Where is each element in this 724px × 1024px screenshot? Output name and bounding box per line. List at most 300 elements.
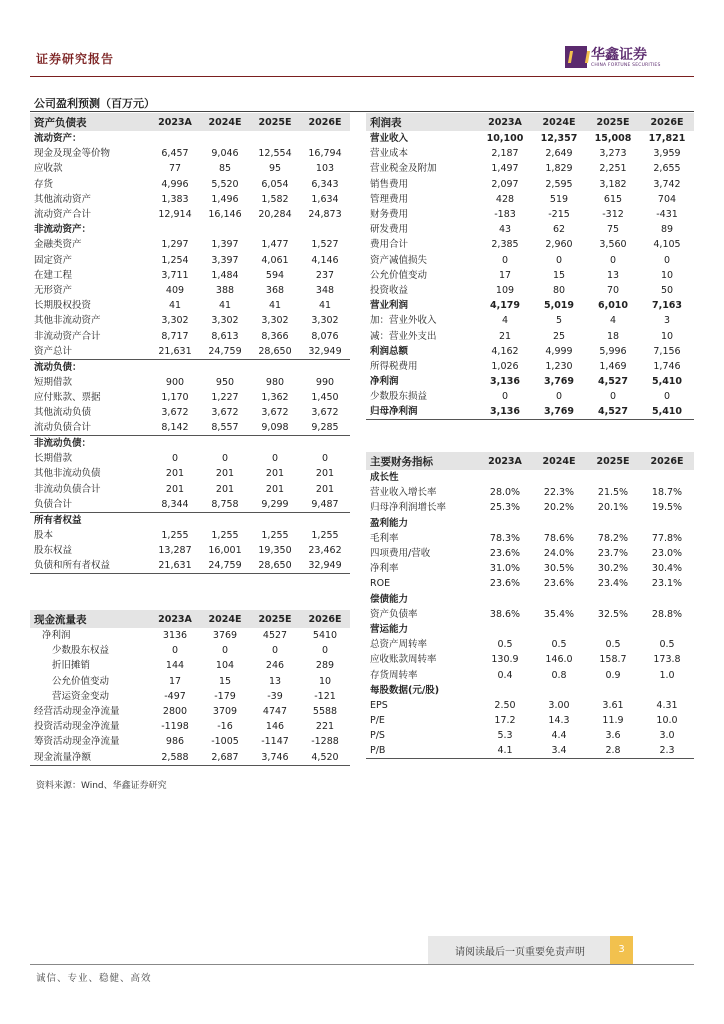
value-cell: 41 [168, 300, 182, 312]
value-cell: 50 [660, 284, 674, 296]
row-label: 流动资产合计 [34, 209, 92, 221]
value-cell: 5,019 [543, 300, 575, 312]
table-title: 利润表 [366, 113, 478, 131]
row-label: 金融类资产 [34, 239, 82, 251]
value-cell: 201 [265, 468, 285, 480]
value-cell [300, 359, 350, 375]
table-row [366, 328, 694, 343]
value-cell: 1,026 [491, 360, 519, 372]
value-cell: 7,163 [651, 300, 683, 312]
value-cell: 4.4 [551, 730, 567, 742]
value-cell: 201 [215, 468, 235, 480]
value-cell [300, 436, 350, 452]
value-cell: 7,156 [653, 345, 681, 357]
table-row [30, 689, 350, 704]
table-row [366, 404, 694, 420]
section-row [30, 512, 350, 528]
value-cell [532, 470, 586, 485]
year-header: 2024E [532, 452, 586, 470]
row-label: 资产负债率 [370, 608, 418, 620]
value-cell: 1,450 [311, 391, 339, 403]
value-cell: 103 [315, 163, 335, 175]
row-label: P/S [370, 730, 385, 742]
row-label: 减：营业外支出 [370, 330, 437, 342]
value-cell: 23.6% [543, 578, 575, 590]
value-cell: 0.5 [497, 639, 513, 651]
table-header-row [30, 610, 350, 628]
row-label: 研发费用 [370, 224, 409, 236]
table-row [30, 177, 350, 192]
value-cell [640, 622, 694, 637]
value-cell: 5 [555, 315, 563, 327]
row-label: 净利润 [42, 630, 71, 642]
table-row [30, 658, 350, 673]
row-label: 净利润 [370, 376, 399, 388]
row-label: 存货周转率 [370, 669, 418, 681]
section-title: 公司盈利预测（百万元） [34, 97, 155, 110]
year-header: 2025E [586, 452, 640, 470]
value-cell: 3 [663, 315, 671, 327]
value-cell: 1,227 [211, 391, 239, 403]
value-cell [478, 470, 532, 485]
value-cell [250, 359, 300, 375]
year-header: 2023A [150, 113, 200, 131]
table-row [366, 344, 694, 359]
value-cell: 16,794 [308, 148, 342, 160]
section-row [366, 683, 694, 698]
value-cell: -312 [602, 209, 624, 221]
year-header: 2026E [640, 113, 694, 131]
row-label: 非流动负债： [34, 438, 92, 450]
value-cell: 8,076 [311, 330, 339, 342]
value-cell: 1,484 [211, 269, 239, 281]
table-row [366, 728, 694, 743]
value-cell: 109 [495, 284, 515, 296]
value-cell: 3,302 [161, 315, 189, 327]
row-label: 归母净利润增长率 [370, 502, 447, 514]
value-cell: 1,170 [161, 391, 189, 403]
value-cell: 0.5 [551, 639, 567, 651]
year-header: 2023A [478, 452, 532, 470]
value-cell: -39 [267, 690, 283, 702]
value-cell: 8,717 [161, 330, 189, 342]
table-row [30, 750, 350, 766]
value-cell: 0.9 [605, 669, 621, 681]
table-row [366, 561, 694, 576]
value-cell: 10 [318, 675, 332, 687]
value-cell: 1,496 [211, 193, 239, 205]
value-cell [250, 131, 300, 146]
value-cell: 21,631 [150, 558, 200, 574]
row-label: 少数股东损益 [370, 391, 428, 403]
logo-mark-icon [565, 46, 587, 68]
table-row [30, 719, 350, 734]
value-cell: 0 [171, 453, 179, 465]
table-row [30, 344, 350, 360]
table-row [30, 628, 350, 643]
row-label: 盈利能力 [370, 517, 409, 529]
row-label: 成长性 [370, 472, 399, 484]
value-cell: 24,759 [200, 558, 250, 574]
value-cell: 146 [265, 721, 285, 733]
value-cell: 0 [501, 254, 509, 266]
value-cell: 1.0 [659, 669, 675, 681]
value-cell: 19.5% [651, 502, 683, 514]
value-cell: 4.1 [478, 743, 532, 759]
table-row [30, 253, 350, 268]
value-cell: 0 [609, 254, 617, 266]
row-label: 公允价值变动 [370, 269, 428, 281]
table-row [366, 192, 694, 207]
row-label: 应收账款周转率 [370, 654, 437, 666]
value-cell [586, 622, 640, 637]
row-label: 现金及现金等价物 [34, 148, 111, 160]
table-row [366, 313, 694, 328]
table-row [30, 146, 350, 161]
value-cell: 246 [265, 660, 285, 672]
table-row [366, 253, 694, 268]
value-cell: 201 [265, 483, 285, 495]
year-header: 2024E [200, 610, 250, 628]
value-cell: 15,008 [594, 133, 632, 145]
value-cell: 0 [501, 391, 509, 403]
value-cell: 77.8% [651, 532, 683, 544]
value-cell: 0.5 [605, 639, 621, 651]
value-cell: 28.8% [651, 608, 683, 620]
value-cell [640, 592, 694, 607]
value-cell: 104 [215, 660, 235, 672]
value-cell: -1198 [161, 721, 189, 733]
value-cell: 41 [318, 300, 332, 312]
row-label: 存货 [34, 178, 54, 190]
value-cell: 9,285 [300, 420, 350, 436]
value-cell: 4747 [262, 706, 288, 718]
row-label: 非流动资产合计 [34, 330, 101, 342]
row-label: 偿债能力 [370, 593, 409, 605]
table-row [30, 313, 350, 328]
value-cell: 0 [321, 453, 329, 465]
row-label: 销售费用 [370, 178, 409, 190]
table-title: 主要财务指标 [366, 452, 478, 470]
value-cell: 10 [660, 330, 674, 342]
value-cell: 30.2% [597, 563, 629, 575]
table-row [366, 207, 694, 222]
value-cell: 21 [498, 330, 512, 342]
value-cell: 24,873 [308, 209, 342, 221]
table-row [30, 420, 350, 436]
value-cell: 3709 [212, 706, 238, 718]
value-cell: 1,634 [311, 193, 339, 205]
value-cell: 4,146 [311, 254, 339, 266]
value-cell: 23.6% [489, 548, 521, 560]
table-row [30, 643, 350, 658]
table-row [30, 543, 350, 558]
row-label: 少数股东权益 [52, 645, 110, 657]
table-row [30, 497, 350, 513]
row-label: 营业利润 [370, 300, 409, 312]
row-label: 流动负债合计 [30, 420, 150, 436]
row-label: 经营活动现金净流量 [34, 706, 120, 718]
value-cell: 3,742 [653, 178, 681, 190]
table-row [30, 674, 350, 689]
value-cell [150, 512, 200, 528]
income-statement-table [366, 113, 694, 420]
row-label: 其他流动资产 [34, 193, 92, 205]
value-cell: 4,105 [653, 239, 681, 251]
value-cell [586, 683, 640, 698]
value-cell: 519 [549, 193, 569, 205]
value-cell: 3,273 [599, 148, 627, 160]
value-cell: 35.4% [543, 608, 575, 620]
value-cell: 0 [221, 645, 229, 657]
value-cell [300, 131, 350, 146]
value-cell: 3136 [162, 630, 188, 642]
value-cell: 11.9 [602, 715, 624, 727]
row-label: 管理费用 [370, 193, 409, 205]
value-cell: 12,357 [540, 133, 578, 145]
value-cell [150, 222, 200, 237]
value-cell: 28,650 [250, 344, 300, 360]
value-cell: 41 [218, 300, 232, 312]
value-cell: 15 [552, 269, 566, 281]
value-cell: 348 [315, 284, 335, 296]
table-row [30, 558, 350, 574]
value-cell [478, 592, 532, 607]
value-cell [640, 470, 694, 485]
value-cell [200, 512, 250, 528]
value-cell: 986 [165, 736, 185, 748]
value-cell: 3.6 [605, 730, 621, 742]
value-cell [586, 470, 640, 485]
value-cell [150, 131, 200, 146]
table-row [366, 237, 694, 252]
value-cell: 20,284 [258, 209, 292, 221]
value-cell: 2.50 [494, 699, 516, 711]
value-cell: -121 [314, 690, 336, 702]
year-header: 2024E [200, 113, 250, 131]
section-row [30, 222, 350, 237]
value-cell: 77 [168, 163, 182, 175]
value-cell: 17,821 [648, 133, 686, 145]
table-header-row [366, 452, 694, 470]
table-row [366, 637, 694, 652]
value-cell: -431 [656, 209, 678, 221]
value-cell: 2,655 [653, 163, 681, 175]
table-row [366, 667, 694, 682]
value-cell: -183 [494, 209, 516, 221]
row-label: 长期借款 [34, 453, 73, 465]
value-cell: 70 [606, 284, 620, 296]
row-label: 应付账款、票据 [34, 391, 101, 403]
value-cell: 0.8 [551, 669, 567, 681]
row-label: EPS [370, 699, 388, 711]
value-cell: 221 [315, 721, 335, 733]
value-cell: 428 [495, 193, 515, 205]
value-cell: 1,254 [161, 254, 189, 266]
value-cell: 2800 [162, 706, 188, 718]
value-cell: 16,146 [208, 209, 242, 221]
value-cell: 62 [552, 224, 566, 236]
value-cell: 15 [218, 675, 232, 687]
value-cell: 4,999 [545, 345, 573, 357]
value-cell: 32,949 [300, 344, 350, 360]
table-row [30, 375, 350, 390]
value-cell: 4,061 [261, 254, 289, 266]
report-type-label: 证券研究报告 [36, 52, 115, 66]
value-cell: 1,255 [161, 529, 189, 541]
table-row [366, 177, 694, 192]
value-cell: -1288 [311, 736, 339, 748]
value-cell: 173.8 [653, 654, 681, 666]
value-cell: 2,649 [545, 148, 573, 160]
value-cell: 1,497 [491, 163, 519, 175]
value-cell: -16 [217, 721, 233, 733]
value-cell: 900 [165, 376, 185, 388]
value-cell: 2,960 [545, 239, 573, 251]
value-cell: 9,098 [250, 420, 300, 436]
value-cell: 3.00 [548, 699, 570, 711]
value-cell: 409 [165, 284, 185, 296]
footer-divider [30, 964, 694, 965]
logo-english-name: CHINA FORTUNE SECURITIES [591, 63, 661, 68]
value-cell: 201 [315, 468, 335, 480]
value-cell: 4 [501, 315, 509, 327]
table-row [30, 466, 350, 481]
year-header: 2025E [250, 610, 300, 628]
row-label: 筹资活动现金净流量 [34, 736, 120, 748]
table-row [30, 192, 350, 207]
value-cell: 6,457 [161, 148, 189, 160]
table-row [366, 500, 694, 515]
row-label: 营运资金变动 [52, 690, 110, 702]
value-cell: 2,251 [599, 163, 627, 175]
row-label: 长期股权投资 [34, 300, 92, 312]
value-cell: 3,136 [478, 404, 532, 420]
value-cell: 2,097 [491, 178, 519, 190]
value-cell: 1,362 [261, 391, 289, 403]
table-row [30, 283, 350, 298]
disclaimer-notice[interactable]: 请阅读最后一页重要免责声明 [455, 947, 585, 958]
row-label: 流动资产： [34, 133, 82, 145]
table-row [366, 531, 694, 546]
table-row [366, 161, 694, 176]
value-cell: 8,758 [200, 497, 250, 513]
row-label: 归母净利润 [366, 404, 478, 420]
value-cell: 1,746 [653, 360, 681, 372]
table-row [30, 734, 350, 749]
value-cell: 3,672 [261, 407, 289, 419]
value-cell: 201 [315, 483, 335, 495]
value-cell [250, 222, 300, 237]
value-cell: 3,672 [161, 407, 189, 419]
year-header: 2026E [300, 610, 350, 628]
value-cell: 2,187 [491, 148, 519, 160]
value-cell: 1,255 [211, 529, 239, 541]
value-cell: 41 [268, 300, 282, 312]
value-cell: 80 [552, 284, 566, 296]
row-label: 资产减值损失 [370, 254, 428, 266]
row-label: ROE [370, 578, 391, 590]
value-cell: 5,996 [599, 345, 627, 357]
value-cell: 23.4% [597, 578, 629, 590]
value-cell [532, 622, 586, 637]
value-cell: 3,672 [211, 407, 239, 419]
value-cell: 1,297 [161, 239, 189, 251]
value-cell: 18.7% [651, 487, 683, 499]
value-cell [300, 512, 350, 528]
balance-sheet-table [30, 113, 350, 574]
table-row [30, 405, 350, 420]
row-label: 营运能力 [370, 623, 409, 635]
value-cell: 289 [315, 660, 335, 672]
value-cell: 24,759 [200, 344, 250, 360]
row-label: 所得税费用 [370, 360, 418, 372]
row-label: 财务费用 [370, 209, 409, 221]
value-cell: 3,136 [489, 376, 521, 388]
row-label: 股东权益 [34, 545, 73, 557]
table-header-row [366, 113, 694, 131]
value-cell: 3769 [212, 630, 238, 642]
value-cell: 22.3% [543, 487, 575, 499]
table-row [30, 298, 350, 313]
row-label: 资产总计 [30, 344, 150, 360]
value-cell: 3,397 [211, 254, 239, 266]
value-cell: 10,100 [486, 133, 524, 145]
cash-flow-table [30, 610, 350, 766]
value-cell: 1,255 [261, 529, 289, 541]
value-cell: 3,769 [532, 404, 586, 420]
value-cell: 4,520 [300, 750, 350, 766]
value-cell: 0.4 [497, 669, 513, 681]
value-cell: 12,554 [258, 148, 292, 160]
value-cell: 8,366 [261, 330, 289, 342]
value-cell: 0 [171, 645, 179, 657]
section-row [366, 516, 694, 531]
value-cell: 3,746 [250, 750, 300, 766]
value-cell: 6,054 [261, 178, 289, 190]
row-label: 公允价值变动 [52, 675, 110, 687]
value-cell: 6,343 [311, 178, 339, 190]
value-cell: 8,557 [200, 420, 250, 436]
value-cell: 78.6% [543, 532, 575, 544]
row-label: 短期借款 [34, 376, 73, 388]
table-row [30, 451, 350, 466]
table-row [366, 389, 694, 404]
value-cell: 23.6% [489, 578, 521, 590]
value-cell [200, 436, 250, 452]
value-cell: 30.4% [651, 563, 683, 575]
value-cell: 85 [218, 163, 232, 175]
value-cell: 17.2 [494, 715, 516, 727]
value-cell: 368 [265, 284, 285, 296]
table-row [30, 207, 350, 222]
value-cell: 3,302 [311, 315, 339, 327]
logo-chinese-name: 华鑫证券 [591, 47, 647, 63]
value-cell: 31.0% [489, 563, 521, 575]
value-cell: 3,560 [599, 239, 627, 251]
table-row [366, 131, 694, 146]
value-cell [532, 592, 586, 607]
value-cell: 38.6% [489, 608, 521, 620]
value-cell: 0 [221, 453, 229, 465]
value-cell: 1,477 [261, 239, 289, 251]
table-row [366, 576, 694, 591]
table-row [366, 359, 694, 374]
value-cell: 4 [609, 315, 617, 327]
table-row [30, 328, 350, 343]
value-cell: 4,179 [489, 300, 521, 312]
row-label: 负债合计 [30, 497, 150, 513]
